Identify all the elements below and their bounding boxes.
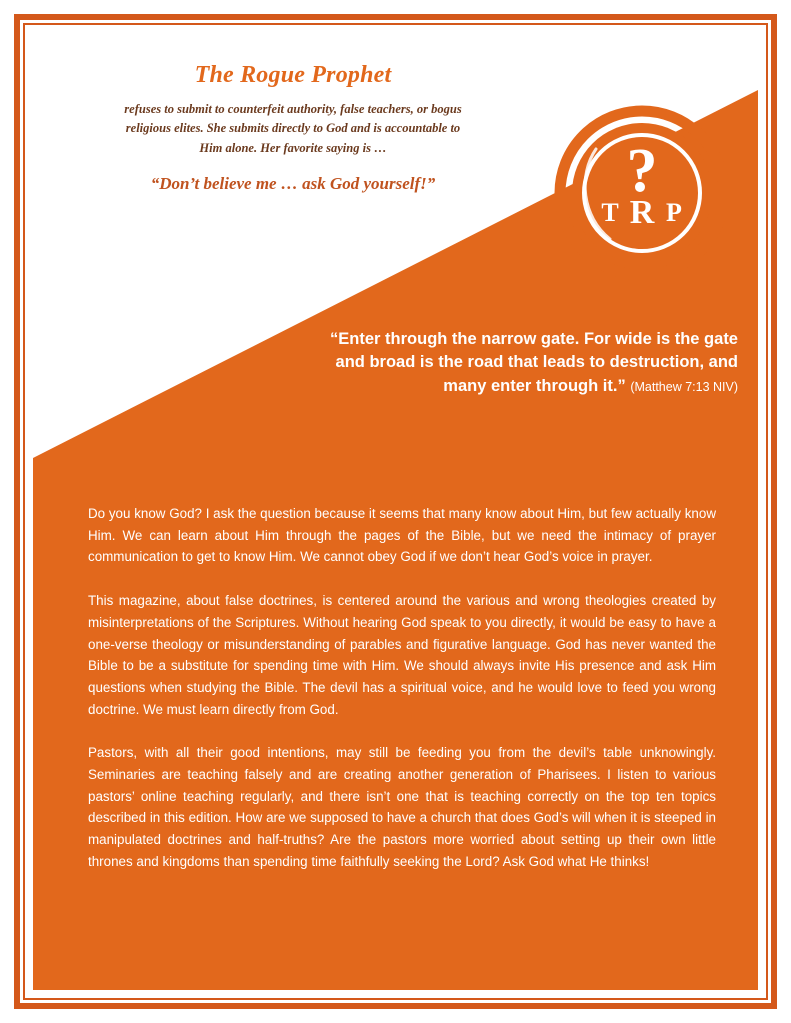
masthead-tagline: “Don’t believe me … ask God yourself!”	[150, 173, 436, 193]
scripture-reference: (Matthew 7:13 NIV)	[630, 379, 738, 394]
scripture-quote-block	[318, 328, 738, 398]
magnifier-handle-icon	[651, 252, 750, 340]
article-body	[88, 503, 716, 873]
scripture-quote-text: “Enter through the narrow gate. For wide is the gate and broad is the road that leads to destruction, and many enter through it.”	[330, 330, 738, 395]
logo-letter-r: R	[629, 194, 655, 231]
magnifying-glass-logo	[538, 105, 758, 340]
scripture-quote	[318, 328, 738, 398]
masthead-subtitle: refuses to submit to counterfeit authority, false teachers, or bogus religious elites. She submits directly to God and is accountable to Him alone. Her favorite saying is …	[124, 101, 462, 155]
body-paragraph: Do you know God? I ask the question because it seems that many know about Him, but few actually know Him. We can learn about Him through the pages of the Bible, but we need the intimacy of prayer communication to get to know Him. We cannot obey God if we don’t hear God’s voice in prayer.	[88, 506, 716, 565]
page-title: The Rogue Prophet	[194, 62, 392, 88]
logo-letter-t: T	[601, 198, 619, 227]
logo-question-mark: ?	[626, 137, 658, 205]
body-paragraph: This magazine, about false doctrines, is centered around the various and wrong theologies created by misinterpretations of the Scriptures. Without hearing God speak to you directly, it would be easy to have a one-verse theology or misunderstanding of parables and figurative language. God has never wanted the Bible to be a substitute for spending time with Him. We should always invite His presence and ask Him questions when studying the Bible. The devil has a spiritual voice, and he would love to feed you wrong doctrine. We must learn directly from God.	[88, 593, 716, 717]
body-paragraph: Pastors, with all their good intentions, may still be feeding you from the devil’s table unknowingly. Seminaries are teaching falsely and are creating another generation of Pharisees. I listen to various pastors’ online teaching regularly, and there isn’t one that is teaching correctly on the top ten topics described in this edition. How are we supposed to have a church that does God’s will when it is steeped in manipulated doctrines and half-truths? Are the pastors more worried about setting up their own little thrones and kingdoms than spending time faithfully seeking the Lord? Ask God what He thinks!	[88, 745, 716, 869]
logo-letter-p: P	[666, 198, 682, 227]
page-content	[33, 33, 758, 990]
masthead	[93, 61, 493, 194]
